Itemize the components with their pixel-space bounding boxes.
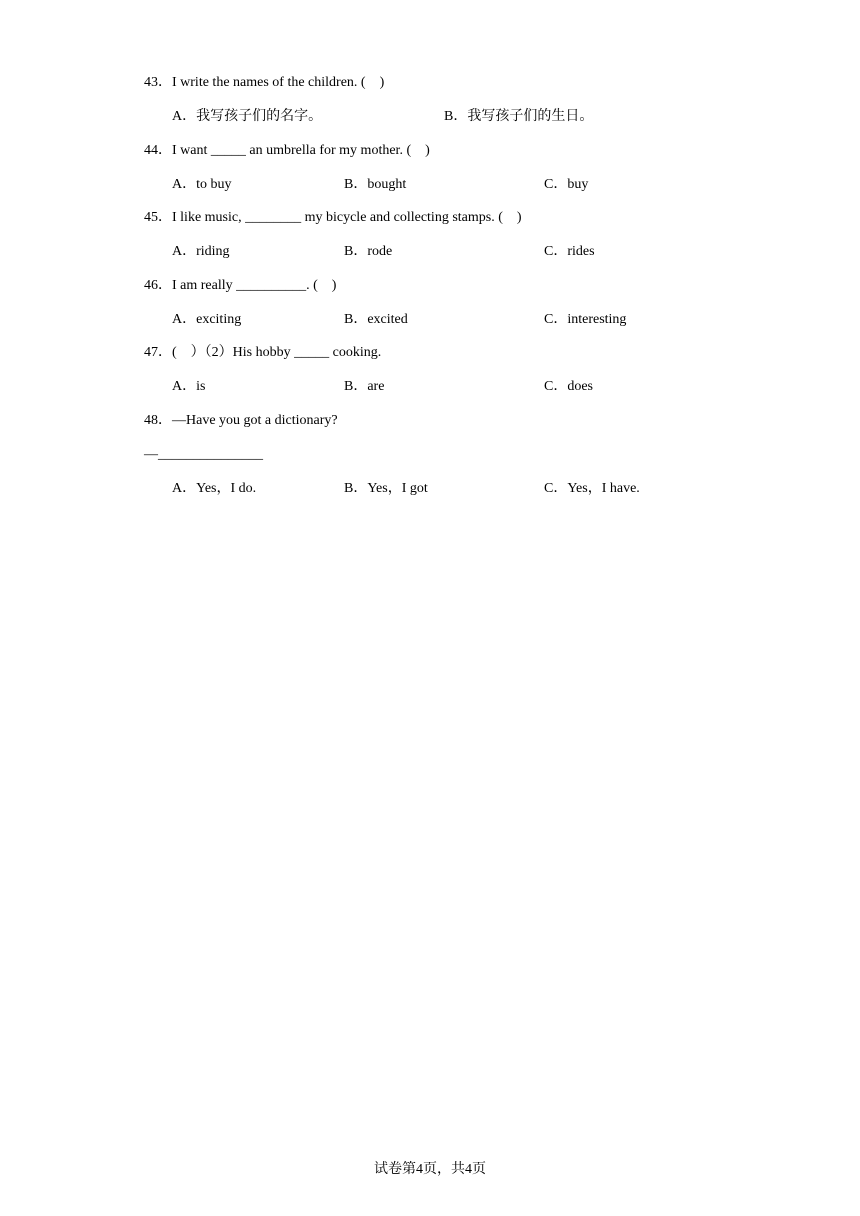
- page-footer: 试卷第4页，共4页: [374, 1162, 486, 1177]
- option-46-a: A．exciting: [172, 312, 242, 327]
- option-46-b: B．excited: [344, 312, 408, 327]
- option-45-b: B．rode: [344, 244, 393, 259]
- option-45-a: A．riding: [172, 244, 230, 259]
- option-43-b: B．我写孩子们的生日。: [444, 109, 594, 124]
- option-43-a: A．我写孩子们的名字。: [172, 109, 323, 124]
- answer-blank-48: —_______________: [144, 447, 263, 462]
- option-47-a: A．is: [172, 379, 206, 394]
- option-47-c: C．does: [544, 379, 593, 394]
- question-47: 47．( ）（2）His hobby _____ cooking.: [144, 345, 382, 360]
- option-44-b: B．bought: [344, 177, 407, 192]
- option-48-c: C．Yes，I have.: [544, 481, 640, 496]
- option-44-c: C．buy: [544, 177, 589, 192]
- question-43: 43．I write the names of the children. ( ): [144, 75, 385, 90]
- question-46: 46．I am really __________. ( ): [144, 278, 337, 293]
- option-48-b: B．Yes，I got: [344, 481, 428, 496]
- question-48: 48．—Have you got a dictionary?: [144, 413, 338, 428]
- option-48-a: A．Yes，I do.: [172, 481, 257, 496]
- question-45: 45．I like music, ________ my bicycle and collecting stamps. ( ): [144, 210, 522, 225]
- question-44: 44．I want _____ an umbrella for my mother. ( ): [144, 143, 430, 158]
- option-46-c: C．interesting: [544, 312, 627, 327]
- option-47-b: B．are: [344, 379, 385, 394]
- option-44-a: A．to buy: [172, 177, 232, 192]
- option-45-c: C．rides: [544, 244, 595, 259]
